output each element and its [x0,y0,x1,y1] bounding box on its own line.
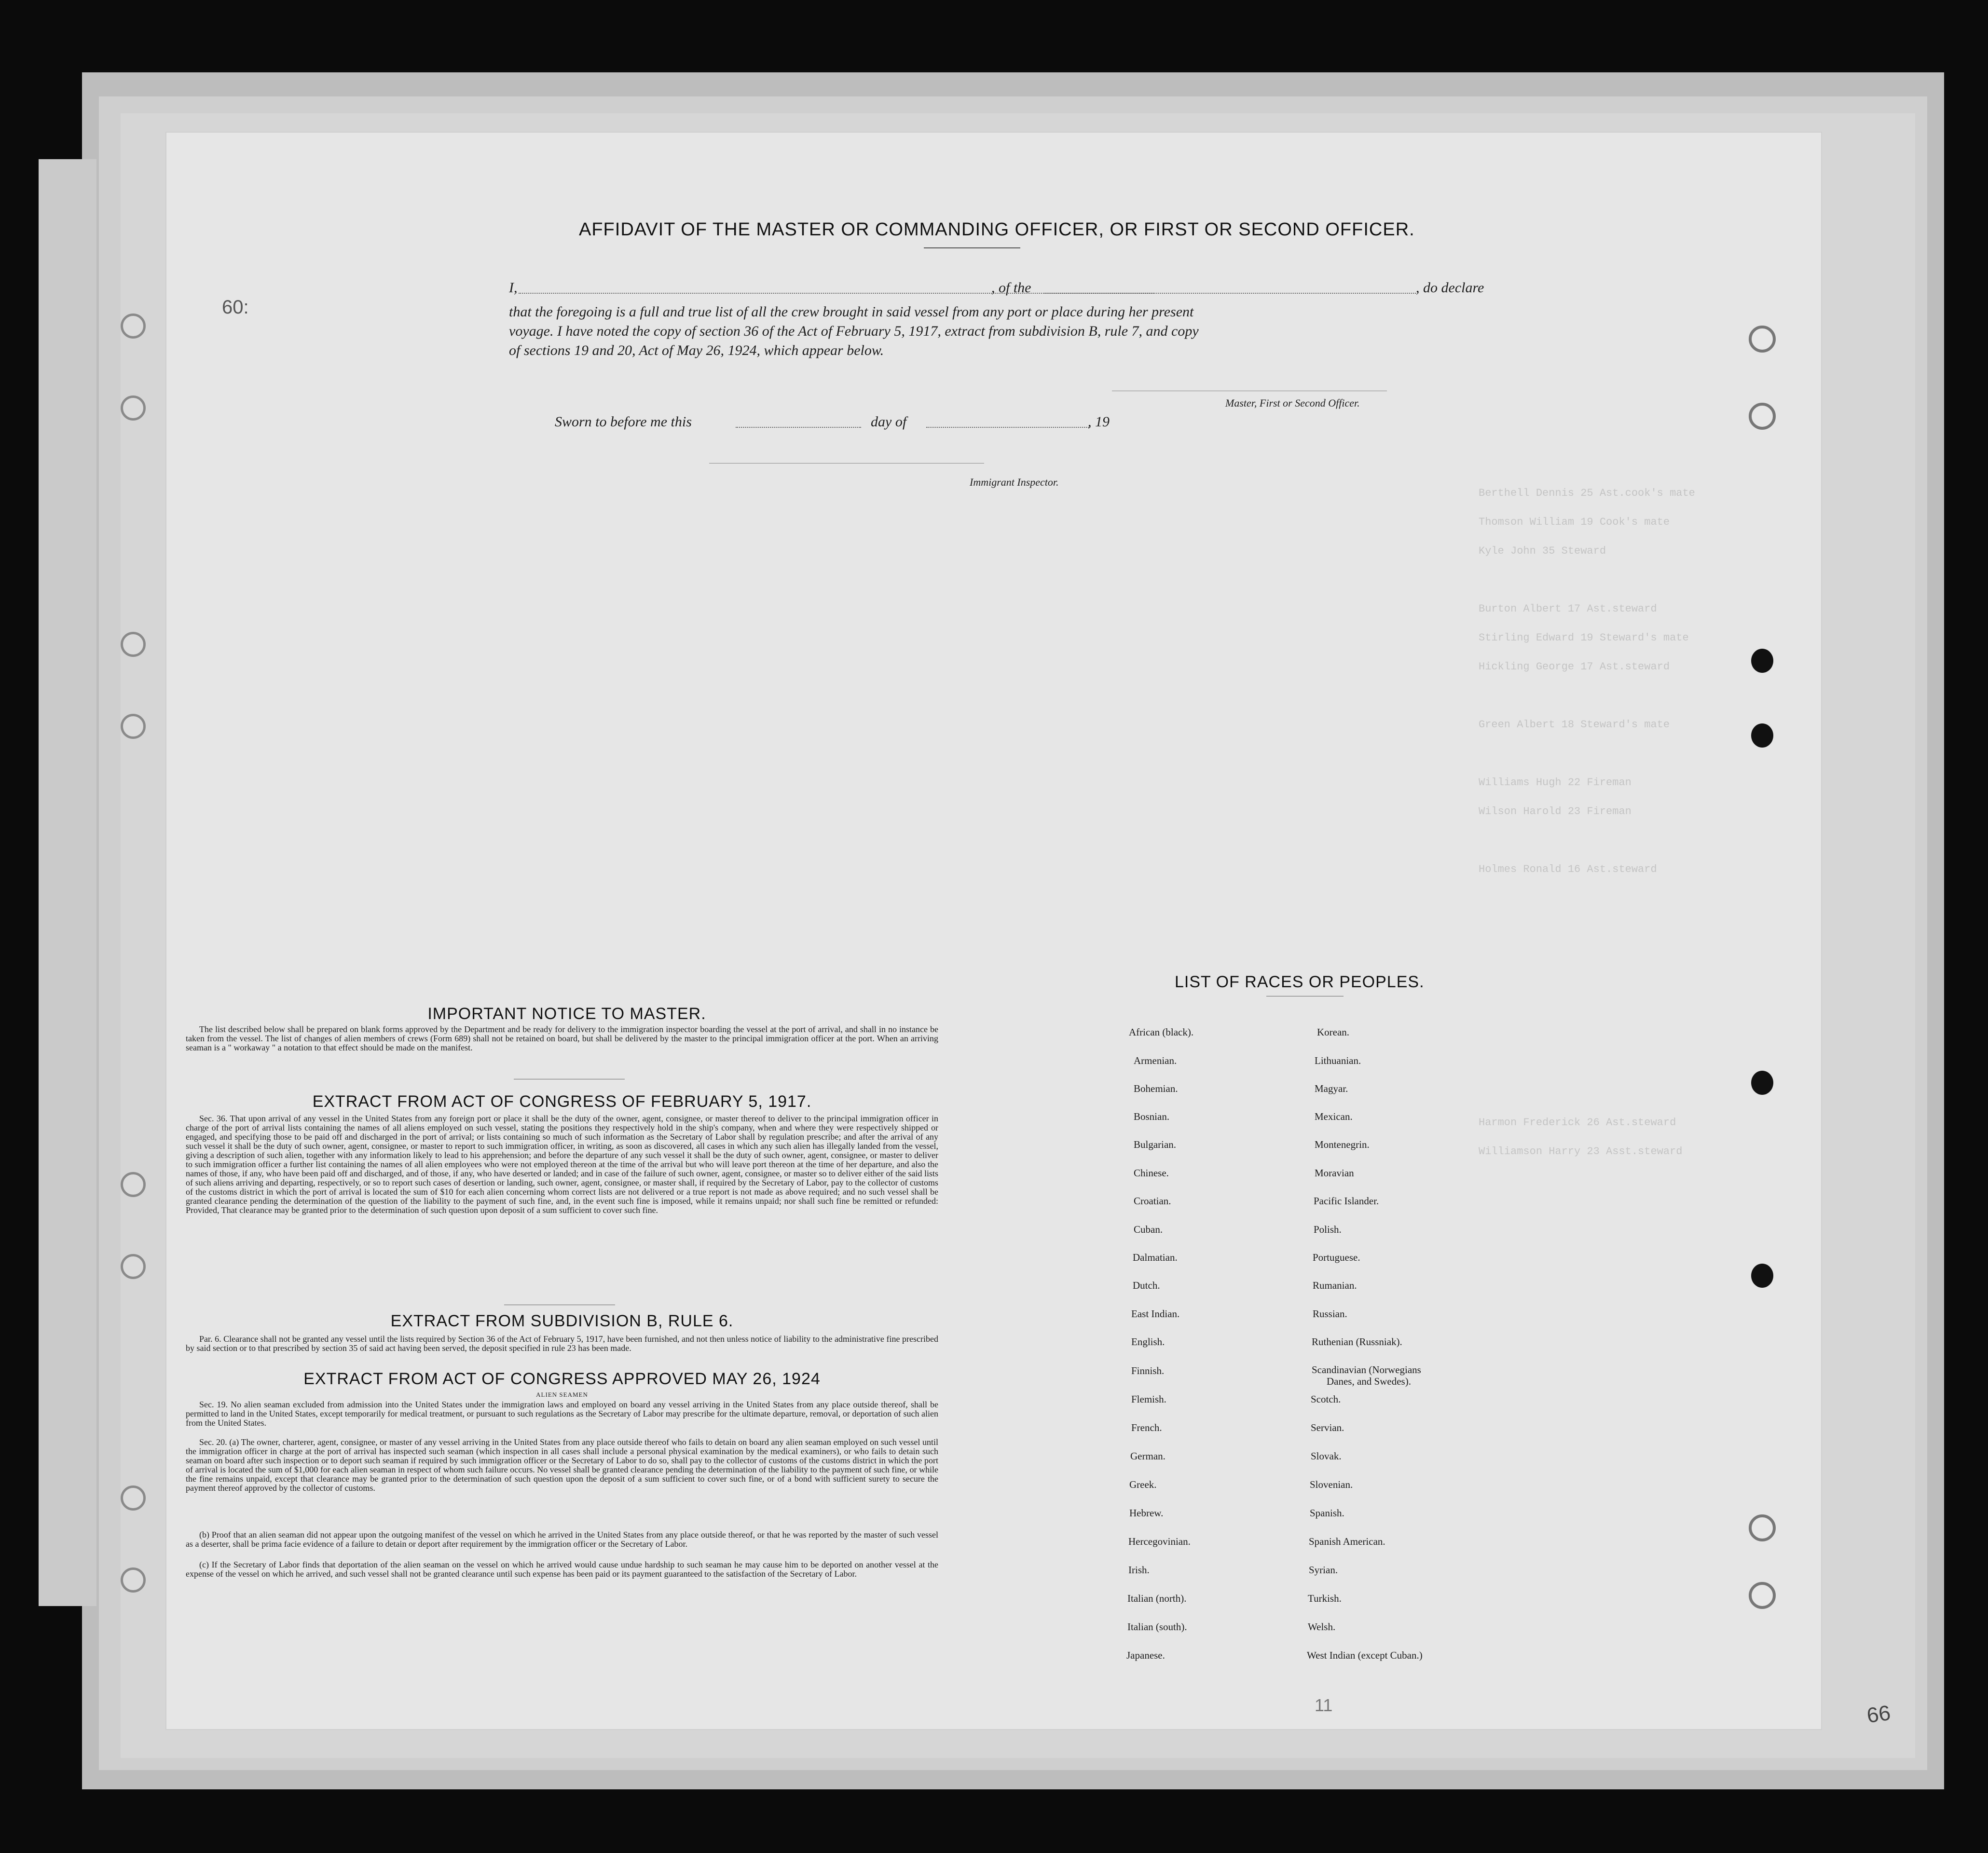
bleed-through: Wilson Harold 23 Fireman [1479,805,1632,818]
race-item: Polish. [1314,1224,1342,1235]
binder-hole [1751,1264,1773,1288]
affidavit-of-the-label: , of the [991,280,1031,296]
binder-hole [121,632,146,657]
sworn-label: Sworn to before me this [555,414,692,430]
rule6-text: Par. 6. Clearance shall not be granted any vessel until the lists required by Section 36 of the Act of February 5, 1917, have been furnished, and not then unless notice of liability to the administrative fine prescribed by said section or to that prescribed by section 35 of said act having been served, the deposit specified in rule 23 has been made. [186,1334,938,1353]
race-item: West Indian (except Cuban.) [1307,1649,1423,1661]
binder-hole [121,1485,146,1511]
race-item: Magyar. [1315,1083,1348,1094]
binder-hole [121,1254,146,1279]
margin-mark: 66 [1865,1701,1892,1728]
race-item: Bulgarian. [1134,1139,1177,1150]
race-item: Armenian. [1134,1055,1177,1066]
race-item: Hebrew. [1129,1507,1164,1519]
master-signature-label: Master, First or Second Officer. [1225,397,1360,409]
race-item: Korean. [1317,1026,1350,1038]
race-item: Bosnian. [1134,1111,1170,1122]
bleed-through: Holmes Ronald 16 Ast.steward [1479,863,1657,875]
races-title: LIST OF RACES OR PEOPLES. [1175,973,1425,991]
bleed-through: Harmon Frederick 26 Ast.steward [1479,1117,1676,1129]
race-item: Russian. [1313,1308,1347,1320]
race-item: Chinese. [1134,1167,1169,1179]
notice-text: The list described below shall be prepared on blank forms approved by the Department and be ready for delivery to the immigration inspector boarding the vessel at the port of arrival, and shall in no instance be taken from the vessel. The list of changes of alien members of crews (Form 689) shall not be retained on board, but shall be delivered by the master to the principal immigration officer at the port. When an arriving seaman is a " workaway " a notation to that effect should be made on the manifest. [186,1024,938,1052]
bleed-through: Green Albert 18 Steward's mate [1479,719,1670,731]
extract-1924-title: EXTRACT FROM ACT OF CONGRESS APPROVED MAY 26, 1924 [303,1370,821,1388]
race-item: Moravian [1315,1167,1354,1179]
race-item: Pacific Islander. [1314,1195,1379,1207]
binder-hole [1749,1582,1776,1609]
race-item: Dalmatian. [1133,1252,1178,1263]
race-item: Cuban. [1134,1224,1163,1235]
binder-hole [121,313,146,339]
margin-mark: 60: [222,297,249,318]
race-item: Mexican. [1315,1111,1353,1122]
bleed-through: Kyle John 35 Steward [1479,545,1606,557]
race-item: Dutch. [1133,1280,1160,1291]
binder-hole [1749,1514,1776,1541]
bleed-through: Williamson Harry 23 Asst.steward [1479,1145,1683,1158]
notice-title-text: IMPORTANT NOTICE TO MASTER. [427,1005,706,1023]
race-item: Irish. [1128,1564,1150,1576]
race-item: Spanish. [1310,1507,1344,1519]
race-item-continuation: Danes, and Swedes). [1327,1376,1411,1387]
race-item: Scotch. [1311,1393,1341,1405]
race-item: Finnish. [1131,1365,1165,1376]
race-item: Ruthenian (Russniak). [1312,1336,1402,1348]
extract-1917-text: Sec. 36. That upon arrival of any vessel in the United States from any foreign port or place it shall be the duty of the owner, agent, consignee, or master thereof to deliver to the principal immigration officer in charge of the port of arrival lists containing the names of all aliens employed on such vessel, stating the positions they respectively hold in the ship's company, when and where they were respectively shipped or engaged, and specifying those to be paid off and discharged in the port of arrival; or lists containing so much of such information as the Secretary of Labor shall by regulation prescribe; and after the arrival of any such vessel it shall be the duty of such owner, agent, consignee, or master to report to such immigration officer, in writing, as soon as discovered, all cases in which any such alien has illegally landed from the vessel, giving a description of such alien, together with any information likely to lead to his apprehension; and before the departure of any such vessel it shall be the duty of such owner, agent, consignee, or master to deliver to such immigration officer a further list containing the names of all alien employees who were not employed thereon at the time of the arrival but who will leave port thereon at the time of her departure, and also the names of those, if any, who have been paid off and discharged, and of those, if any, who have deserted or landed; and in case of the failure of such owner, agent, consignee, or master so to deliver either of the said lists of such aliens arriving and departing, respectively, or so to report such cases of desertion or landing, such owner, agent, consignee, or master shall, if required by the Secretary of Labor, pay to the collector of customs of the customs district in which the port of arrival is located the sum of $10 for each alien concerning whom correct lists are not delivered or a true report is not made as above required; and no such vessel shall be granted clearance pending the determination of the question of the liability to the payment of such fine, and, in the event such fine is imposed, while it remains unpaid; nor shall such fine be remitted or refunded: Provided, That clearance may be granted prior to the determination of such question upon deposit of a sum sufficient to cover such fine. [186,1114,938,1215]
race-item: Spanish American. [1309,1536,1385,1547]
affidavit-line-2: voyage. I have noted the copy of section 36 of the Act of February 5, 1917, extract from subdivision B, rule 7, and copy [509,323,1199,339]
race-item: Scandinavian (Norwegians [1312,1364,1421,1376]
sworn-day-line [736,427,861,428]
vessel-field-line [1044,293,1416,294]
extract-1917-title: EXTRACT FROM ACT OF CONGRESS OF FEBRUARY 5, 1917. [312,1092,812,1111]
extract-1924-sec20c: (c) If the Secretary of Labor finds that deportation of the alien seaman on the vessel on which he arrived would cause undue hardship to such seaman he may cause him to be deported on another vessel at the expense of the vessel on which he arrived, and such vessel shall not be granted clearance until such expense has been paid or its payment guaranteed to the satisfaction of the Secretary of Labor. [186,1560,938,1579]
sworn-day-of-label: day of [871,414,907,430]
binder-hole [1751,649,1773,673]
race-item: French. [1131,1422,1162,1433]
race-item: Hercegovinian. [1128,1536,1191,1547]
affidavit-line-3: of sections 19 and 20, Act of May 26, 1924, which appear below. [509,342,884,358]
race-item: Japanese. [1126,1649,1165,1661]
binder-hole [1749,403,1776,430]
affidavit-declare-label: , do declare [1416,280,1484,296]
race-item: Slovak. [1311,1450,1342,1462]
binder-hole [1749,326,1776,353]
race-item: African (black). [1129,1026,1194,1038]
race-item: Turkish. [1308,1593,1342,1604]
race-item: Lithuanian. [1315,1055,1361,1066]
margin-mark: 11 [1315,1695,1333,1715]
extract-1924-sec19: Sec. 19. No alien seaman excluded from admission into the United States under the immigration laws and employed on board any vessel arriving in the United States from any place outside thereof, shall be permitted to land in the United States, except temporarily for medical treatment, or pursuant to such regulations as the Secretary of Labor may prescribe for the ultimate departure, removal, or deportation of such alien from the United States. [186,1400,938,1428]
race-item: Croatian. [1134,1195,1171,1207]
bleed-through: Stirling Edward 19 Steward's mate [1479,632,1689,644]
binder-hole [121,1567,146,1593]
binder-hole [121,714,146,739]
race-item: German. [1130,1450,1165,1462]
form-page [166,133,1821,1729]
race-item: East Indian. [1131,1308,1180,1320]
divider [924,247,1020,248]
race-item: Rumanian. [1313,1280,1357,1291]
edge-sheet [39,159,96,1606]
bleed-through: Burton Albert 17 Ast.steward [1479,603,1657,615]
sworn-year-label: , 19 [1088,414,1110,430]
race-item: Italian (north). [1127,1593,1187,1604]
race-item: Portuguese. [1313,1252,1360,1263]
race-item: Bohemian. [1134,1083,1178,1094]
bleed-through: Hickling George 17 Ast.steward [1479,661,1670,673]
affidavit-title: AFFIDAVIT OF THE MASTER OR COMMANDING OFFICER, OR FIRST OR SECOND OFFICER. [579,219,1415,240]
sworn-month-line [926,427,1090,428]
inspector-signature-label: Immigrant Inspector. [970,476,1059,488]
affidavit-line-1: that the foregoing is a full and true list of all the crew brought in said vessel from any port or place during her present [509,304,1194,320]
rule6-title: EXTRACT FROM SUBDIVISION B, RULE 6. [390,1312,734,1330]
bleed-through: Berthell Dennis 25 Ast.cook's mate [1479,487,1695,499]
race-item: Syrian. [1309,1564,1338,1576]
race-item: Greek. [1129,1479,1157,1490]
extract-1924-sec20a: Sec. 20. (a) The owner, charterer, agent, consignee, or master of any vessel arriving in the United States from any place outside thereof who fails to detain on board any alien seaman employed on such vessel until the immigration officer in charge at the port of arrival has inspected such seaman (which inspection in all cases shall include a personal physical examination by the medical examiners), or who fails to detain such seaman on board after such inspection or to deport such seaman if required by such immigration officer or the Secretary of Labor to do so, shall pay to the collector of customs of the customs district in which the port of arrival is located the sum of $1,000 for each alien seaman in respect of whom such failure occurs. No vessel shall be granted clearance pending the determination of the liability to the payment of such fine, or while the fine remains unpaid, except that clearance may be granted prior to the determination of such question upon the deposit of a sum sufficient to cover such fine, or of a bond with sufficient surety to secure the payment thereof approved by the collector of customs. [186,1437,938,1493]
binder-hole [1751,723,1773,748]
extract-1924-sec20b: (b) Proof that an alien seaman did not appear upon the outgoing manifest of the vessel on which he arrived in the United States from any place outside thereof, or that he was reported by the master of such vessel as a deserter, shall be prima facie evidence of a failure to detain or deport after requirement by the immigration officer or the Secretary of Labor. [186,1530,938,1549]
race-item: Montenegrin. [1315,1139,1370,1150]
binder-hole [121,1172,146,1197]
bleed-through: Williams Hugh 22 Fireman [1479,777,1632,789]
race-item: English. [1131,1336,1165,1348]
race-item: Flemish. [1131,1393,1166,1405]
bleed-through: Thomson William 19 Cook's mate [1479,516,1670,528]
binder-hole [1751,1071,1773,1095]
extract-1924-subtitle: ALIEN SEAMEN [536,1391,588,1398]
race-item: Slovenian. [1310,1479,1353,1490]
race-item: Welsh. [1308,1621,1336,1633]
race-item: Italian (south). [1127,1621,1187,1633]
binder-hole [121,395,146,421]
affidavit-i-label: I, [509,280,518,296]
race-item: Servian. [1311,1422,1344,1433]
